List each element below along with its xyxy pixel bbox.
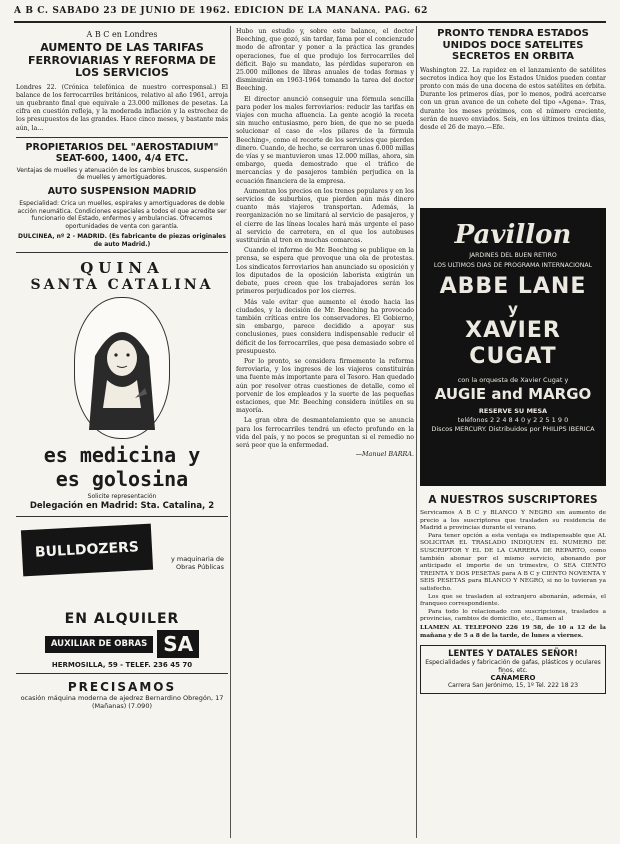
ad-address: HERMOSILLA, 59 - TELEF. 236 45 70 <box>51 661 193 670</box>
notice-body: Los que se trasladen al extranjero abonarán, además, el franqueo correspondiente. <box>420 593 606 608</box>
ad-lentes <box>420 645 606 694</box>
ad-bulldozers <box>16 527 228 669</box>
notice-body: Para tener opción a esta ventaja es indispensable que AL SOLICITAR EL TRASLADO INDIQUEN EL NUMERO DE SUSCRIPTOR Y EL DE LA CARRERA DE REPARTO, como también abonar por el mismo servicio, abonando por anticipado el importe de un trimestre, O SEA CIENTO TREINTA Y DOS PESETAS para A B C y CIENTO NOVENTA Y SEIS PESETAS para BLANCO Y NEGRO, si no lo tuvieran ya satisfecho. <box>420 532 606 592</box>
article-body: Londres 22. (Crónica telefónica de nuestro corresponsal.) El balance de los ferrocarriles británicos, relativo al año 1961, arroja un quebranto final que equivale a 23.000 millones de pesetas. La cifra en cuestión refleja, y la moderada inflación y la estrechez de los presupuestos de las grandes. Hace cinco meses, y bastante más aún, la... <box>16 83 228 132</box>
article-kicker: A B C en Londres <box>86 30 158 39</box>
page-header: A B C. SABADO 23 DE JUNIO DE 1962. EDICION DE LA MAÑANA. PAG. 62 <box>14 6 429 16</box>
notice-phone: LLAMEN AL TELEFONO 226 19 58, de 10 a 12 de la mañana y de 5 a 8 de la tarde, de lunes a viernes. <box>420 623 606 639</box>
ad-brand: BULLDOZERS <box>21 524 153 577</box>
ad-rental: EN ALQUILER <box>64 611 180 628</box>
article-paragraph: Cuando el informe de Mr. Beeching se publique en la prensa, se espera que provoque una ola de protestas. Los sindicatos ferroviarios han anunciado su oposición y los diputados de la oposición laborista exigirán un debate, pues creen que los trabajadores serán los primeros perjudicados por los cierres. <box>236 247 414 296</box>
ad-star-1: ABBE LANE <box>439 274 587 299</box>
article-paragraph: Hubo un estudio y, sobre este balance, el doctor Beeching, que gozó, sin tardar, fama por el concienzudo modo de afrontar y poner a la práctica las grandes operaciones, fue el que produjo los ferrocarriles del déficit. Bajo su mandato, las pérdidas superaron en 25.000 millones de libras anuales de todas formas y disminuirán en 1963-1964 tomando la tarea del doctor Beeching. <box>236 28 414 93</box>
ad-precisamos <box>16 680 228 710</box>
ad-company: AUXILIAR DE OBRAS <box>45 636 153 653</box>
divider <box>16 516 228 517</box>
ad-company-sa: SA <box>157 630 199 658</box>
column-divider-2 <box>416 26 417 838</box>
ad-phones: teléfonos 2 2 4 8 4 0 y 2 2 5 1 9 0 <box>457 416 569 424</box>
ad-name: CAÑAMERO <box>490 674 536 683</box>
ad-star-3: AUGIE and MARGO <box>434 385 592 403</box>
ad-pavillon <box>420 208 606 486</box>
article-paragraph: El director anunció conseguir una fórmula sencilla para poder los males ferroviarios: reducir las tarifas en viajes con mucha afluencia. La gente acogió la receta sin mucho entusiasmo, pero bien, de que no se pueda solucionar el caso de «los pilares de la fórmula Beeching», como el recorte de los servicios que pierden dinero. Cuando, de hecho, se cerraron unas 6.000 millas de vías y se mantuvieron unas 12.000 millas, ahora, sin embargo, queda demostrado que el tráfico de mercancías y de pasajeros también perjudica en la ecuación financiera de la empresa. <box>236 95 414 185</box>
column-right <box>420 28 606 838</box>
divider <box>16 252 228 253</box>
ad-title: PRECISAMOS <box>67 680 177 695</box>
ad-quina-santa-catalina <box>16 259 228 512</box>
ad-title: LENTES Y DATALES SEÑOR! <box>448 649 578 660</box>
notice-body: Para todo lo relacionado con suscripciones, traslados a provincias, cambios de domicilio, etc., llamen al <box>420 608 606 623</box>
header-rule <box>14 21 606 23</box>
ad-records: Discos MERCURY. Distribuidos por PHILIPS IBERICA <box>431 425 595 433</box>
column-left <box>16 28 228 838</box>
ad-auto-suspension <box>16 142 228 249</box>
ad-logo-row <box>16 630 228 658</box>
ad-text: ocasión máquina moderna de ajedrez Bernardino Obregón, 17 (Mañanas) (7.090) <box>20 694 224 711</box>
ad-brand-line1: QUINA <box>80 259 164 278</box>
article-paragraph: La gran obra de desmantelamiento que se anuncia para los ferrocarriles tendrá un efecto profundo en la vida del país, y no pocos se preguntan si el remedio no será peor que la enfermedad. <box>236 417 414 449</box>
article-body: Washington 22. La rapidez en el lanzamiento de satélites secretos indica hoy que los Estados Unidos pueden contar pronto con más de una docena de estos satélites en órbita. Durante los primeros días, por lo menos, podrá acercarse con un gran avance de un cohete del tipo «Agena». Tras, durante los meses próximos, con el número creciente, serán de nuevo enviados. Seis, en los últimos treinta días, desde el 26 de mayo.—Efe. <box>420 66 606 131</box>
article-signature: —Manuel BARRA. <box>355 450 414 459</box>
ad-brand-line2: SANTA CATALINA <box>30 277 214 294</box>
article-paragraph: Aumentan los precios en los trenes populares y en los servicios de suburbios, que pierden aún más dinero cuanto más viajeros transportan. Además, la reorganización no se limitará al servicio de pasajeros, y el cierre de las líneas locales hará más urgente el paso al servicio de carretera, en el que los autobuses sustituirán al tren en muchas comarcas. <box>236 187 414 245</box>
ad-star-2: XAVIER CUGAT <box>465 318 561 369</box>
divider <box>16 137 228 138</box>
article-paragraph: Más vale evitar que aumente el éxodo hacia las ciudades, y la decisión de Mr. Beeching ha provocado también críticas entre los conservadores. El Gobierno, sin embargo, parece decidido a apoyar sus conclusiones, pues considera indispensable reducir el déficit de los ferrocarriles, que pesa demasiado sobre el presupuesto. <box>236 298 414 355</box>
ad-reserve: RESERVE SU MESA <box>478 407 548 415</box>
article-headline: PRONTO TENDRA ESTADOS UNIDOS DOCE SATELITES SECRETOS EN ORBITA <box>437 28 589 62</box>
notice-title: A NUESTROS SUSCRIPTORES <box>428 494 598 506</box>
ad-subtitle: JARDINES DEL BUEN RETIRO <box>469 252 557 259</box>
ad-address: DULCINEA, nº 2 - MADRID. (Es fabricante de piezas originales de auto Madrid.) <box>18 233 226 248</box>
bulldozers-block <box>22 527 222 607</box>
ad-subtitle-3: con la orquesta de Xavier Cugat y <box>457 376 569 384</box>
ad-subtitle: AUTO SUSPENSION MADRID <box>47 185 197 197</box>
ad-conjunction: y <box>508 300 518 318</box>
ad-text: Especialidades y fabricación de gafas, plásticos y oculares finos, etc. <box>425 659 601 674</box>
article-headline: AUMENTO DE LAS TARIFAS FERROVIARIAS Y REFORMA DE LOS SERVICIOS <box>27 41 217 79</box>
column-divider-1 <box>230 26 231 838</box>
nun-illustration-icon <box>75 298 169 438</box>
article-paragraph: Por lo pronto, se considera firmemente la reforma ferroviaria, y los ingresos de los viajeros constituirán una fuente más importante para el Tesoro. Han quedado aún por resolver otras cuestiones de detalle, como el porvenir de los empleados y la suerte de las pequeñas estaciones, que Mr. Beeching considera inútiles en su mayoría. <box>236 357 414 415</box>
ad-text: Ventajas de muelles y atenuación de los cambios bruscos, suspensión de muelles y amortiguadores. <box>16 166 228 182</box>
ad-slogan-1: es medicina y <box>43 443 201 468</box>
ad-address: Carrera San Jerónimo, 15, 1º Tel. 222 18 23 <box>447 682 579 690</box>
divider <box>16 673 228 674</box>
nun-portrait-image <box>74 297 170 439</box>
column-middle <box>236 28 414 828</box>
ad-contact: Solicite representación <box>87 493 157 501</box>
ad-subtitle-2: LOS ULTIMOS DIAS DE PROGRAMA INTERNACIONAL <box>433 262 593 269</box>
notice-body: Servicamos A B C y BLANCO Y NEGRO sin aumento de precio a los suscriptores que trasladen su residencia de Madrid a provincias durante el verano. <box>420 510 606 532</box>
ad-brand: Pavillon <box>454 220 572 250</box>
ad-title: PROPIETARIOS DEL "AEROSTADIUM" SEAT-600, 1400, 4/4 ETC. <box>25 141 219 164</box>
ad-slogan-2: es golosina <box>55 467 189 492</box>
ad-delegation: Delegación en Madrid: Sta. Catalina, 2 <box>29 501 215 512</box>
subscribers-notice <box>420 490 606 694</box>
ad-subtext: y maquinaria de Obras Públicas <box>170 555 224 572</box>
ad-text-2: Especialidad: Crica un muelles, espirales y amortiguadores de doble acción neumática. Condiciones especiales a todos el que acredite ser funcionario del Estado, enfermos y ambulancias. Ofrecemos oportunidades de venta con garantía. <box>17 199 227 230</box>
